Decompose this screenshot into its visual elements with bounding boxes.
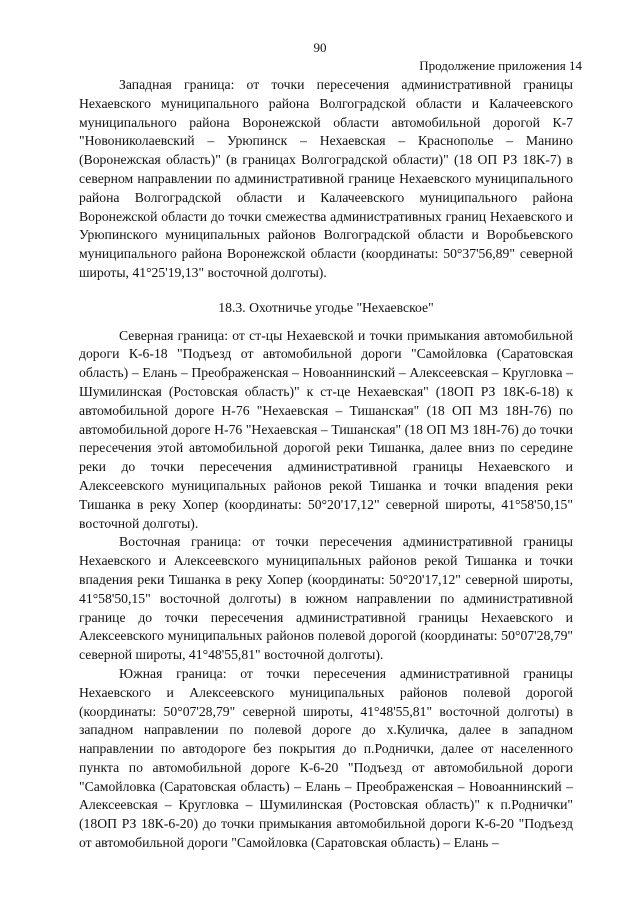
paragraph-northern-border: Северная граница: от ст-цы Нехаевской и точки примыкания автомобильной дороги К-6-18 "Подъезд от автомобильной дороги "Самойловка (Саратовская область) – Елань – Преображенская – Новоаннинский – Алексеевская – Кругловка – Шумилинская (Ростовская область)" к ст-це Нехаевская" (18ОП РЗ 18К-6-18) к автомобильной дороге Н-76 "Нехаевская – Тишанская" (18 ОП МЗ 18Н-76) по автомобильной дороге Н-76 "Нехаевская – Тишанская" (18 ОП МЗ 18Н-76) до точки пересечения этой автомобильной дорогой реки Тишанка, далее вниз по середине реки до точки пересечения административной границы Нехаевского и Алексеевского муниципальных районов рекой Тишанка и точки впадения реки Тишанка в реку Хопер (координаты: 50°20'17,12" северной широты, 41°58'50,15" восточной долготы). xyxy=(79,327,573,531)
document-body xyxy=(79,76,573,853)
paragraph-southern-border: Южная граница: от точки пересечения административной границы Нехаевского и Алексеевского муниципальных районов полевой дорогой (координаты: 50°07'28,79" северной широты, 41°48'55,81" восточной долготы) в западном направлении по полевой дороге до х.Куличка, далее в западном направлении по автодороге без покрытия до п.Роднички, далее от населенного пункта по автомобильной дороге К-6-20 "Подъезд от автомобильной дороги "Самойловка (Саратовская область) – Елань – Преображенская – Новоаннинский – Алексеевская – Кругловка – Шумилинская (Ростовская область)" к п.Роднички" (18ОП РЗ 18К-6-20) до точки примыкания автомобильной дороги К-6-20 "Подъезд от автомобильной дороги "Самойловка (Саратовская область) – Елань – xyxy=(79,665,573,851)
page-number: 90 xyxy=(313,40,327,55)
section-title: 18.3. Охотничье угодье "Нехаевское" xyxy=(218,299,434,315)
paragraph-western-border: Западная граница: от точки пересечения административной границы Нехаевского муниципального района Волгоградской области и Калачеевского муниципального района Воронежской области автомобильной дорогой К-7 "Новониколаевский – Урюпинск – Нехаевская – Краснополье – Манино (Воронежская область)" (в границах Волгоградской области)" (18 ОП РЗ 18К-7) в северном направлении по административной границе Нехаевского муниципального района Волгоградской области и Калачеевского муниципального района Воронежской области до точки смежества административных границ Нехаевского и Урюпинского муниципальных районов Волгоградской области и Воробьевского муниципального района Воронежской области (координаты: 50°37'56,89" северной широты, 41°25'19,13" восточной долготы). xyxy=(79,77,573,280)
appendix-note: Продолжение приложения 14 xyxy=(419,58,582,73)
paragraph-eastern-border: Восточная граница: от точки пересечения административной границы Нехаевского и Алексеевского муниципальных районов рекой Тишанка и точки впадения реки Тишанка в реку Хопер (координаты: 50°20'17,12" северной широты, 41°58'50,15" восточной долготы) в южном направлении по административной границе до точки пересечения административной границы Нехаевского и Алексеевского муниципальных районов полевой дорогой (координаты: 50°07'28,79" северной широты, 41°48'55,81" восточной долготы). xyxy=(79,534,573,663)
